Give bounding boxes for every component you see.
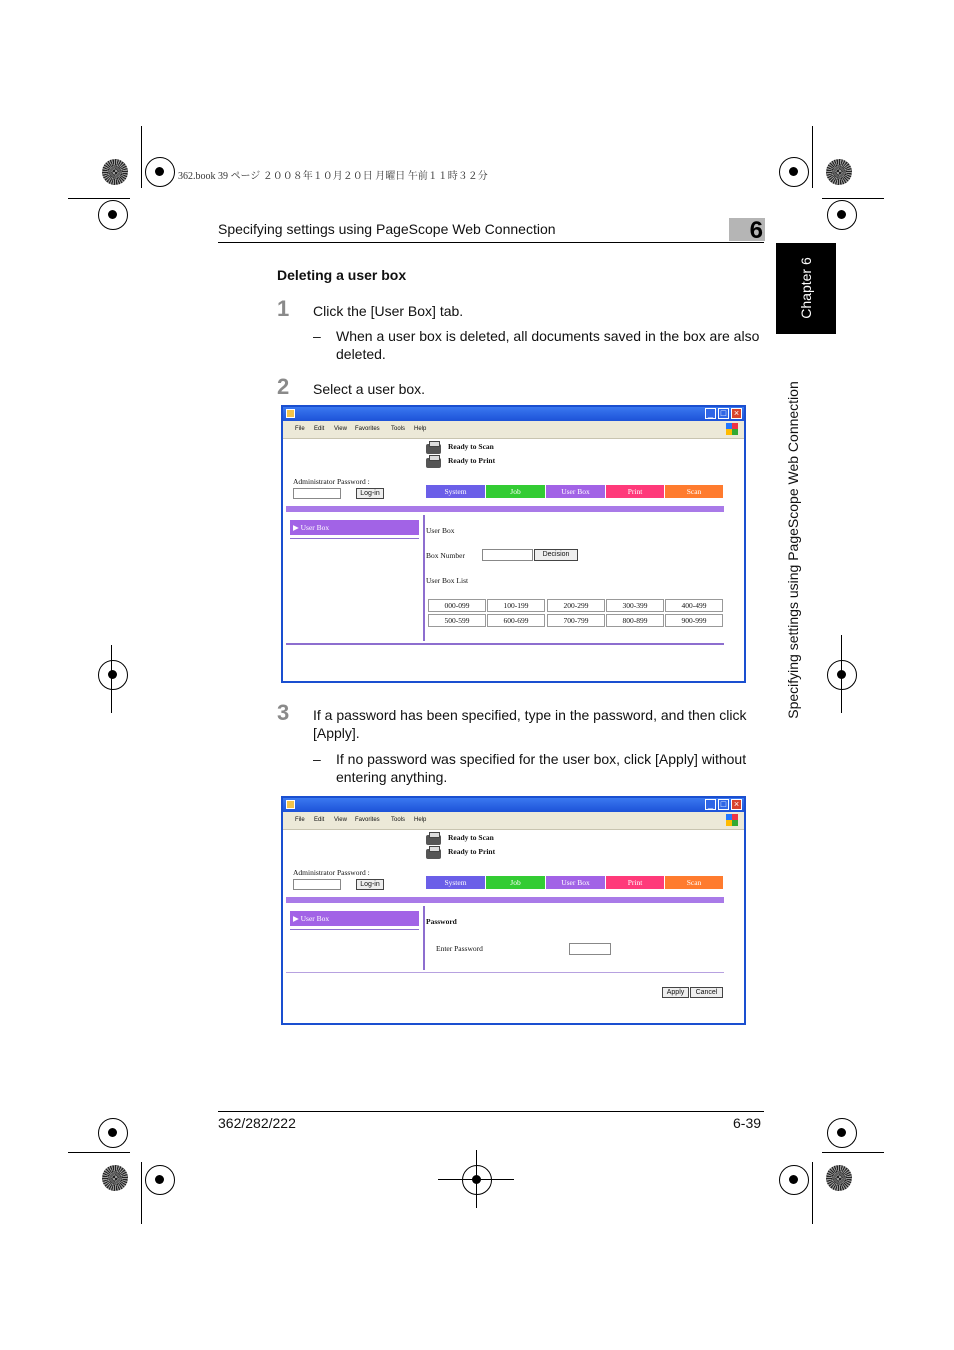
footer-page-number: 6-39: [733, 1115, 762, 1131]
column-divider: [423, 515, 425, 641]
enter-password-input[interactable]: [569, 943, 611, 955]
tab-print[interactable]: Print: [606, 485, 664, 498]
side-menu-label: ▶ User Box: [293, 523, 330, 532]
admin-password-input[interactable]: [293, 879, 341, 890]
printer-icon: [426, 458, 441, 468]
range-link[interactable]: 100-199: [487, 599, 545, 612]
tab-job[interactable]: Job: [486, 485, 545, 498]
range-link[interactable]: 400-499: [665, 599, 723, 612]
step-number: 3: [277, 700, 290, 725]
menu-help[interactable]: Help: [414, 426, 427, 432]
header-divider: [286, 897, 724, 903]
column-divider: [423, 906, 425, 970]
login-button[interactable]: Log-in: [356, 879, 384, 890]
step-note: If no password was specified for the user box, click [Apply] without entering anything.: [336, 751, 747, 785]
side-menu-label: ▶ User Box: [293, 914, 330, 923]
header-rule: [218, 242, 764, 243]
step-number: 2: [277, 374, 290, 399]
maximize-icon[interactable]: □: [718, 799, 729, 810]
menu-favorites[interactable]: Favorites: [355, 817, 380, 823]
status-scan: Ready to Scan: [448, 833, 494, 842]
range-link[interactable]: 000-099: [428, 599, 486, 612]
login-button[interactable]: Log-in: [356, 488, 384, 499]
footer-divider: [286, 643, 724, 645]
menu-view[interactable]: View: [334, 817, 347, 823]
step-number: 1: [277, 296, 290, 321]
menu-file[interactable]: File: [295, 426, 305, 432]
decision-button[interactable]: Decision: [534, 549, 578, 561]
menu-file[interactable]: File: [295, 817, 305, 823]
chapter-label: Chapter 6: [798, 257, 814, 319]
side-menu-user-box[interactable]: [290, 911, 419, 926]
title-bar: [283, 407, 744, 421]
status-print: Ready to Print: [448, 847, 496, 856]
minimize-icon[interactable]: _: [705, 408, 716, 419]
browser-icon: [286, 409, 295, 418]
note-dash: –: [313, 751, 321, 767]
close-icon[interactable]: ×: [731, 408, 742, 419]
status-scan: Ready to Scan: [448, 442, 494, 451]
browser-window-userbox-list: [281, 405, 746, 683]
admin-password-label: Administrator Password :: [293, 477, 370, 486]
close-icon[interactable]: ×: [731, 799, 742, 810]
step-note: When a user box is deleted, all documents saved in the box are also deleted.: [336, 328, 760, 362]
maximize-icon[interactable]: □: [718, 408, 729, 419]
tab-system[interactable]: System: [426, 876, 485, 889]
print-slug: 362.book 39 ページ ２００８年１０月２０日 月曜日 午前１１時３２分: [178, 171, 488, 182]
range-link[interactable]: 200-299: [547, 599, 605, 612]
apply-button[interactable]: Apply: [662, 987, 689, 998]
range-link[interactable]: 700-799: [547, 614, 605, 627]
browser-window-password: [281, 796, 746, 1025]
section-heading: Deleting a user box: [277, 267, 407, 283]
menu-bar: [283, 812, 744, 830]
tab-user-box[interactable]: User Box: [546, 876, 605, 889]
footer-model: 362/282/222: [218, 1115, 296, 1131]
admin-password-label: Administrator Password :: [293, 868, 370, 877]
minimize-icon[interactable]: _: [705, 799, 716, 810]
printer-icon: [426, 849, 441, 859]
admin-password-input[interactable]: [293, 488, 341, 499]
cancel-button[interactable]: Cancel: [690, 987, 723, 998]
box-number-input[interactable]: [482, 549, 533, 561]
tab-print[interactable]: Print: [606, 876, 664, 889]
range-link[interactable]: 600-699: [487, 614, 545, 627]
menu-bar: [283, 421, 744, 439]
range-link[interactable]: 300-399: [606, 599, 664, 612]
footer-rule: [218, 1111, 764, 1112]
menu-edit[interactable]: Edit: [314, 817, 325, 823]
printer-icon: [426, 835, 441, 845]
enter-password-label: Enter Password: [436, 944, 483, 953]
header-divider: [286, 506, 724, 512]
status-print: Ready to Print: [448, 456, 496, 465]
chapter-tab: [776, 243, 836, 334]
browser-icon: [286, 800, 295, 809]
tab-user-box[interactable]: User Box: [546, 485, 605, 498]
tab-job[interactable]: Job: [486, 876, 545, 889]
side-menu-user-box[interactable]: [290, 520, 419, 535]
panel-title: User Box: [426, 526, 455, 535]
menu-tools[interactable]: Tools: [391, 426, 406, 432]
side-divider: [290, 538, 419, 539]
menu-favorites[interactable]: Favorites: [355, 426, 380, 432]
footer-divider: [286, 972, 724, 973]
windows-logo-icon: [726, 814, 738, 826]
menu-help[interactable]: Help: [414, 817, 427, 823]
step-text: Select a user box.: [313, 381, 426, 397]
tab-scan[interactable]: Scan: [665, 485, 723, 498]
side-divider: [290, 929, 419, 930]
panel-title: Password: [426, 917, 457, 926]
box-number-label: Box Number: [426, 551, 465, 560]
tab-scan[interactable]: Scan: [665, 876, 723, 889]
range-link[interactable]: 800-899: [606, 614, 664, 627]
user-box-list-label: User Box List: [426, 576, 469, 585]
note-dash: –: [313, 328, 321, 344]
title-bar: [283, 798, 744, 812]
menu-view[interactable]: View: [334, 426, 347, 432]
menu-edit[interactable]: Edit: [314, 426, 325, 432]
chapter-number-tab: [729, 217, 765, 244]
printer-icon: [426, 444, 441, 454]
step-text: If a password has been specified, type in the password, and then click [Apply].: [313, 707, 747, 741]
chapter-number: 6: [749, 217, 763, 244]
range-link[interactable]: 500-599: [428, 614, 486, 627]
step-text: Click the [User Box] tab.: [313, 303, 464, 319]
range-link[interactable]: 900-999: [665, 614, 723, 627]
running-header: Specifying settings using PageScope Web Connection: [218, 221, 556, 237]
windows-logo-icon: [726, 423, 738, 435]
menu-tools[interactable]: Tools: [391, 817, 406, 823]
tab-system[interactable]: System: [426, 485, 485, 498]
section-side-label: Specifying settings using PageScope Web Connection: [785, 381, 801, 719]
